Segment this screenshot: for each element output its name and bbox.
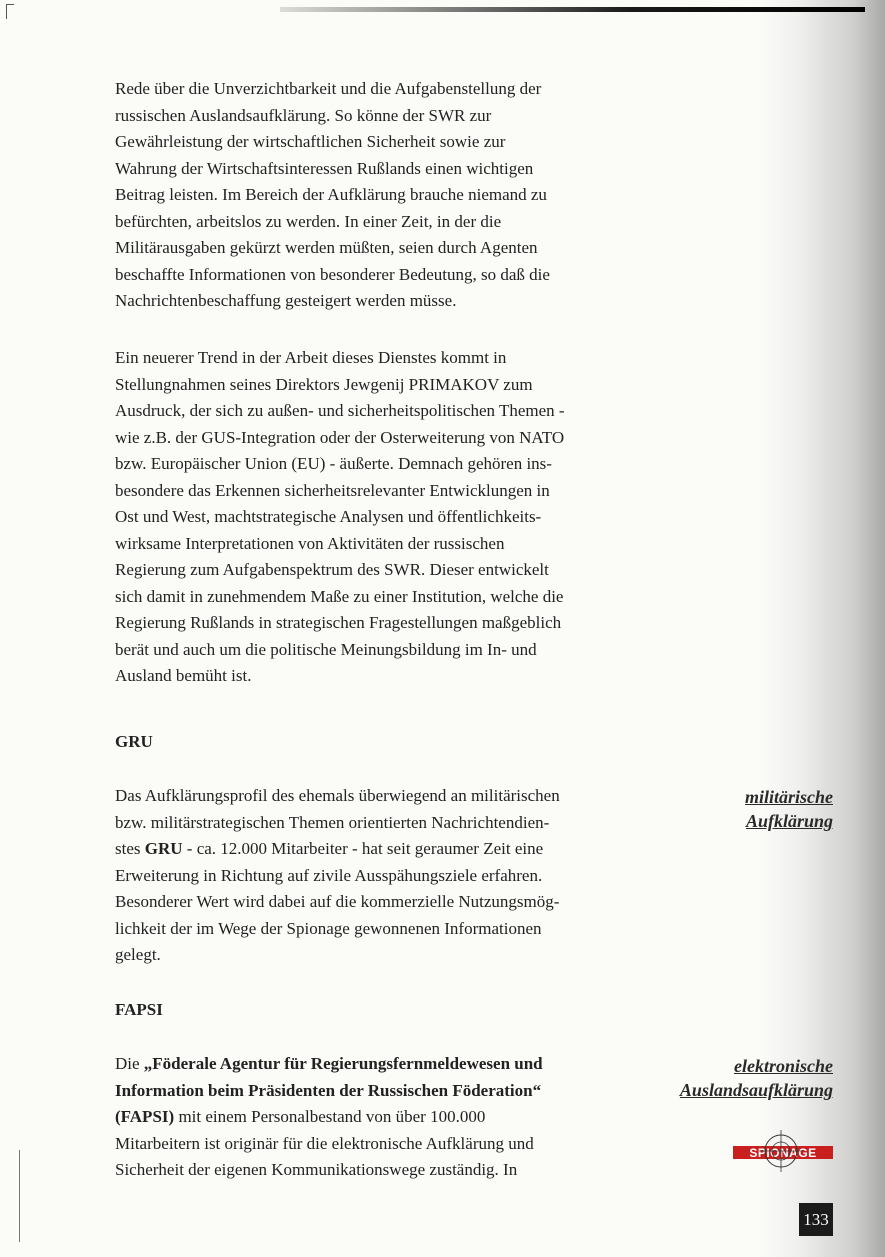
text-line: Gewährleistung der wirtschaftlichen Sicherheit sowie zur [115, 132, 506, 151]
crop-mark [6, 4, 14, 19]
text-line: befürchten, arbeitslos zu werden. In einer Zeit, in der die [115, 211, 502, 231]
text-line: Wahrung der Wirtschaftsinteressen Rußlands einen wichtigen [115, 158, 534, 178]
text-line: wirksame Interpretationen von Aktivitäten der russischen [115, 533, 505, 553]
text-line: berät und auch um die politische Meinungsbildung im In- und [115, 639, 537, 659]
text-line: besondere das Erkennen sicherheitsrelevanter Entwicklungen in [115, 480, 550, 500]
page-number: 133 [799, 1203, 833, 1236]
text-run: mit einem Personalbestand von über 100.000 [174, 1107, 486, 1126]
text-line: bzw. militärstrategischen Themen orientierten Nachrichtendien- [115, 812, 550, 832]
text-line: wie z.B. der GUS-Integration oder der Osterweiterung von NATO [115, 427, 565, 447]
text-line: gelegt. [115, 945, 161, 964]
text-run-bold: (FAPSI) [115, 1107, 175, 1126]
spionage-logo [733, 1128, 833, 1174]
text-line: Sicherheit der eigenen Kommunikationswege zuständig. In [115, 1160, 518, 1179]
text-line: Ost und West, machtstrategische Analysen und öffentlichkeits- [115, 507, 542, 526]
text-line: Regierung zum Aufgabenspektrum des SWR. Dieser entwickelt [115, 560, 549, 579]
margin-note-line: militärische [744, 787, 833, 807]
margin-note-line: Aufklärung [745, 811, 833, 831]
paragraph-swr-tasks [115, 76, 625, 315]
text-run-bold: Information beim Präsidenten der Russischen Föderation“ [115, 1080, 542, 1100]
margin-note-military-intelligence [745, 785, 833, 833]
heading-fapsi: FAPSI [115, 1000, 163, 1019]
text-run: - ca. 12.000 Mitarbeiter - hat seit geraumer Zeit eine [182, 839, 544, 858]
text-line: Stellungnahmen seines Direktors Jewgenij PRIMAKOV zum [115, 374, 533, 394]
text-line [115, 1104, 625, 1131]
text-line: Nachrichtenbeschaffung gesteigert werden müsse. [115, 291, 457, 310]
paragraph-swr-trend [115, 345, 625, 690]
top-rule [280, 7, 865, 12]
text-line: Regierung Rußlands in strategischen Fragestellungen maßgeblich [115, 613, 562, 632]
margin-note-electronic-intelligence [680, 1054, 833, 1102]
text-run: stes [115, 839, 145, 858]
paragraph-gru [115, 783, 625, 969]
text-line [115, 1078, 625, 1105]
text-line: Das Aufklärungsprofil des ehemals überwiegend an militärischen [115, 786, 560, 805]
text-line [115, 836, 625, 863]
text-line: Ausdruck, der sich zu außen- und sicherheitspolitischen Themen - [115, 401, 565, 420]
text-run-bold: GRU [144, 839, 183, 858]
text-line: Ausland bemüht ist. [115, 666, 252, 685]
margin-note-line: Auslandsaufklärung [679, 1080, 833, 1100]
text-line: Beitrag leisten. Im Bereich der Aufklärung brauche niemand zu [115, 185, 547, 204]
text-line: lichkeit der im Wege der Spionage gewonnenen Informationen [115, 918, 542, 938]
paragraph-fapsi [115, 1051, 625, 1184]
text-line: Besonderer Wert wird dabei auf die kommerzielle Nutzungsmög- [115, 892, 560, 911]
text-line: Rede über die Unverzichtbarkeit und die Aufgabenstellung der [115, 79, 542, 98]
text-run: Die [115, 1054, 144, 1073]
logo-text: SPIONAGE [749, 1146, 817, 1160]
text-line: russischen Auslandsaufklärung. So könne der SWR zur [115, 105, 492, 125]
text-line [115, 1051, 625, 1078]
text-line: Militärausgaben gekürzt werden müßten, seien durch Agenten [115, 238, 538, 257]
text-line: Mitarbeitern ist originär für die elektronische Aufklärung und [115, 1133, 534, 1153]
left-margin-rule [19, 1150, 20, 1242]
text-line: beschaffte Informationen von besonderer Bedeutung, so daß die [115, 264, 550, 284]
text-line: Ein neuerer Trend in der Arbeit dieses Dienstes kommt in [115, 348, 507, 367]
text-line: bzw. Europäischer Union (EU) - äußerte. Demnach gehören ins- [115, 454, 552, 473]
heading-gru: GRU [115, 732, 153, 751]
text-line: sich damit in zunehmendem Maße zu einer Institution, welche die [115, 586, 564, 606]
text-line: Erweiterung in Richtung auf zivile Ausspähungsziele erfahren. [115, 865, 543, 885]
margin-note-line: elektronische [734, 1056, 833, 1076]
text-run-bold: „Föderale Agentur für Regierungsfernmeldewesen und [143, 1054, 543, 1073]
